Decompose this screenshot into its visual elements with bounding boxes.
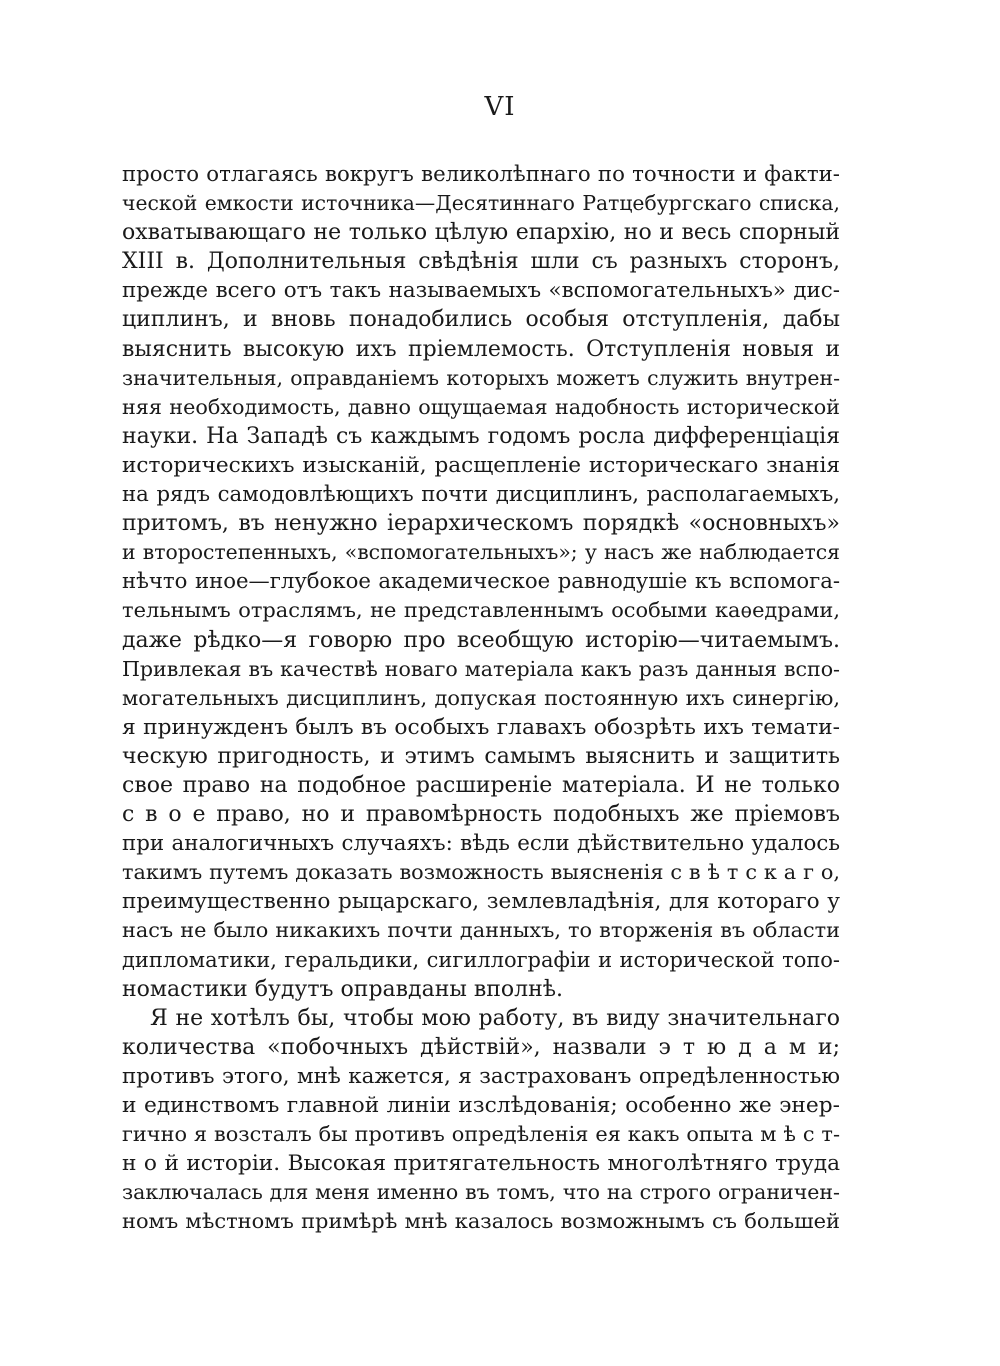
text-line: ческую пригодность, и этимъ самымъ выяснить и защитить xyxy=(122,743,840,769)
page-number: VI xyxy=(484,92,516,122)
text-line: при аналогичныхъ случаяхъ: вѣдь если дѣйствительно удалось xyxy=(122,831,840,857)
text-line: выяснить высокую ихъ пріемлемость. Отступленія новыя и xyxy=(122,336,840,362)
text-line: такимъ путемъ доказать возможность выясненія с в ѣ т с к а г о, xyxy=(122,860,840,885)
text-line: насъ не было никакихъ почти данныхъ, то вторженія въ области xyxy=(122,918,840,943)
text-line: притомъ, въ ненужно іерархическомъ порядкѣ «основныхъ» xyxy=(122,511,840,537)
text-line: я принужденъ былъ въ особыхъ главахъ обозрѣть ихъ темати- xyxy=(122,714,840,740)
text-line: науки. На Западѣ съ каждымъ годомъ росла дифференціація xyxy=(122,423,840,449)
text-line: циплинъ, и вновь понадобились особыя отступленія, дабы xyxy=(122,307,840,333)
text-line: номъ мѣстномъ примѣрѣ мнѣ казалось возможнымъ съ большей xyxy=(122,1209,840,1234)
text-line: ческой емкости источника—Десятиннаго Ратцебургскаго списка, xyxy=(122,191,840,216)
text-line: даже рѣдко—я говорю про всеобщую исторію—читаемымъ. xyxy=(122,627,840,653)
text-line: значительныя, оправданіемъ которыхъ можетъ служить внутрен- xyxy=(122,365,840,390)
text-line: дипломатики, геральдики, сигиллографіи и исторической топо- xyxy=(122,947,840,972)
paragraph-1 xyxy=(122,160,840,1004)
text-line: противъ этого, мнѣ кажется, я застрахованъ опредѣленностью xyxy=(122,1063,840,1089)
text-line: свое право на подобное расширеніе матеріала. И не только xyxy=(122,772,840,798)
text-line: Я не хотѣлъ бы, чтобы мою работу, въ виду значительнаго xyxy=(150,1005,840,1031)
text-line: на рядъ самодовлѣющихъ почти дисциплинъ, располагаемыхъ, xyxy=(122,482,840,508)
text-line: нѣчто иное—глубокое академическое равнодушіе къ вспомога- xyxy=(122,569,840,595)
text-line: и второстепенныхъ, «вспомогательныхъ»; у насъ же наблюдается xyxy=(122,540,840,565)
text-line: н о й исторіи. Высокая притягательность многолѣтняго труда xyxy=(122,1151,840,1177)
text-line: номастики будутъ оправданы вполнѣ. xyxy=(122,976,564,1002)
text-line: просто отлагаясь вокругъ великолѣпнаго по точности и факти- xyxy=(122,162,840,187)
text-line: могательныхъ дисциплинъ, допуская постоянную ихъ синергію, xyxy=(122,685,840,710)
paragraph-2 xyxy=(122,1004,840,1237)
text-line: тельнымъ отраслямъ, не представленнымъ особыми каѳедрами, xyxy=(122,598,840,623)
text-line: Привлекая въ качествѣ новаго матеріала какъ разъ данныя вспо- xyxy=(122,656,840,681)
text-line: с в о е право, но и правомѣрность подобныхъ же пріемовъ xyxy=(122,802,840,828)
text-line: прежде всего отъ такъ называемыхъ «вспомогательныхъ» дис- xyxy=(122,278,840,304)
text-line: заключалась для меня именно въ томъ, что на строго ограничен- xyxy=(122,1180,840,1205)
text-line: преимущественно рыцарскаго, землевладѣнія, для котораго у xyxy=(122,889,840,915)
text-line: историческихъ изысканій, расщепленіе историческаго знанія xyxy=(122,452,840,478)
text-line: охватывающаго не только цѣлую епархію, но и весь спорный xyxy=(122,220,840,246)
text-line: XIII в. Дополнительныя свѣдѣнія шли съ разныхъ сторонъ, xyxy=(122,249,840,275)
text-line: количества «побочныхъ дѣйствій», назвали э т ю д а м и; xyxy=(122,1034,840,1060)
text-line: гично я возсталъ бы противъ опредѣленія ея какъ опыта м ѣ с т- xyxy=(122,1122,840,1147)
body-text xyxy=(122,160,840,1236)
text-line: и единствомъ главной линіи изслѣдованія; особенно же энер- xyxy=(122,1093,840,1118)
text-line: няя необходимость, давно ощущаемая надобность исторической xyxy=(122,394,840,419)
